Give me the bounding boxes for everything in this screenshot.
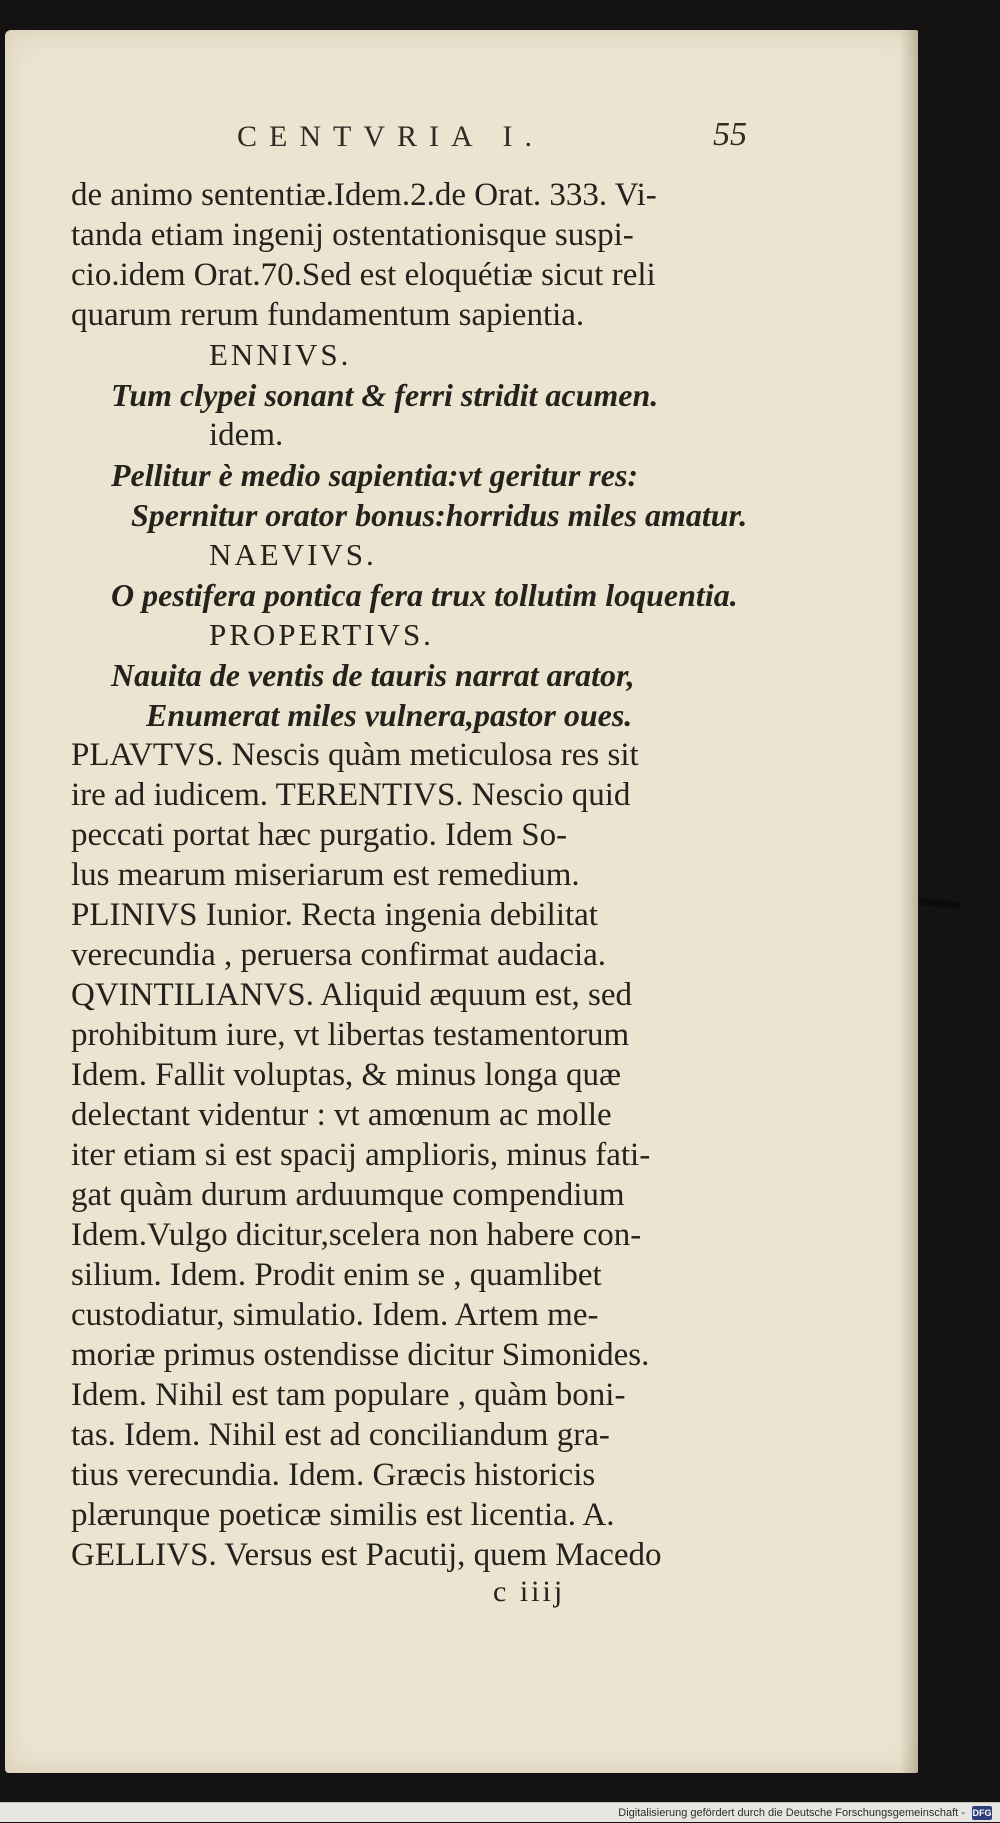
verse-line: O pestifera pontica fera trux tollutim loquentia. <box>111 577 738 613</box>
author-heading: ENNIVS. <box>209 337 352 372</box>
author-heading: NAEVIVS. <box>209 537 377 572</box>
book-page <box>5 30 918 1773</box>
text-line: PLAVTVS. Nescis quàm meticulosa res sit <box>71 737 639 773</box>
verse-line: Tum clypei sonant & ferri stridit acumen. <box>111 377 659 413</box>
verse-line: Nauita de ventis de tauris narrat arator, <box>111 657 635 693</box>
text-line: lus mearum miseriarum est remedium. <box>71 857 580 893</box>
text-line: de animo sententiæ.Idem.2.de Orat. 333. Vi- <box>71 177 657 213</box>
text-line: prohibitum iure, vt libertas testamentorum <box>71 1017 630 1053</box>
text-line: QVINTILIANVS. Aliquid æquum est, sed <box>71 977 632 1013</box>
text-line: ire ad iudicem. TERENTIVS. Nescio quid <box>71 777 631 813</box>
text-line: plærunque poeticæ similis est licentia. A. <box>71 1497 615 1533</box>
text-line: Idem. Nihil est tam populare , quàm boni- <box>71 1377 626 1413</box>
verse-line: Spernitur orator bonus:horridus miles amatur. <box>131 497 748 533</box>
text-line: tius verecundia. Idem. Græcis historicis <box>71 1457 596 1493</box>
page-edge-mark <box>919 898 962 909</box>
page-number: 55 <box>713 116 747 153</box>
page-edge-shadow <box>900 30 918 1773</box>
digitization-credit-bar <box>0 1802 1000 1822</box>
text-line: quarum rerum fundamentum sapientia. <box>71 297 585 333</box>
author-heading: PROPERTIVS. <box>209 617 434 652</box>
verse-line: Enumerat miles vulnera,pastor oues. <box>146 697 633 733</box>
text-line: delectant videntur : vt amœnum ac molle <box>71 1097 612 1133</box>
text-line: cio.idem Orat.70.Sed est eloquétiæ sicut reli <box>71 257 656 293</box>
dfg-logo-icon: DFG <box>972 1808 992 1819</box>
text-line: gat quàm durum arduumque compendium <box>71 1177 625 1213</box>
text-line: verecundia , peruersa confirmat audacia. <box>71 937 607 973</box>
author-heading: idem. <box>209 417 284 453</box>
text-line: tas. Idem. Nihil est ad conciliandum gra- <box>71 1417 610 1453</box>
digitization-credit: Digitalisierung gefördert durch die Deutsche Forschungsgemeinschaft - <box>618 1807 965 1819</box>
signature-mark: c iiij <box>493 1575 566 1608</box>
text-line: GELLIVS. Versus est Pacutij, quem Macedo <box>71 1537 662 1573</box>
text-line: iter etiam si est spacij amplioris, minus fati- <box>71 1137 651 1173</box>
verse-line: Pellitur è medio sapientia:vt geritur res: <box>111 457 639 493</box>
text-line: moriæ primus ostendisse dicitur Simonides. <box>71 1337 650 1373</box>
running-head: CENTVRIA I. <box>237 120 544 153</box>
text-line: tanda etiam ingenij ostentationisque suspi- <box>71 217 634 253</box>
text-line: silium. Idem. Prodit enim se , quamlibet <box>71 1257 602 1293</box>
page-header <box>5 116 918 160</box>
text-line: custodiatur, simulatio. Idem. Artem me- <box>71 1297 599 1333</box>
text-line: peccati portat hæc purgatio. Idem So- <box>71 817 568 853</box>
text-line: Idem.Vulgo dicitur,scelera non habere con- <box>71 1217 642 1253</box>
text-line: Idem. Fallit voluptas, & minus longa quæ <box>71 1057 621 1093</box>
text-line: PLINIVS Iunior. Recta ingenia debilitat <box>71 897 598 933</box>
